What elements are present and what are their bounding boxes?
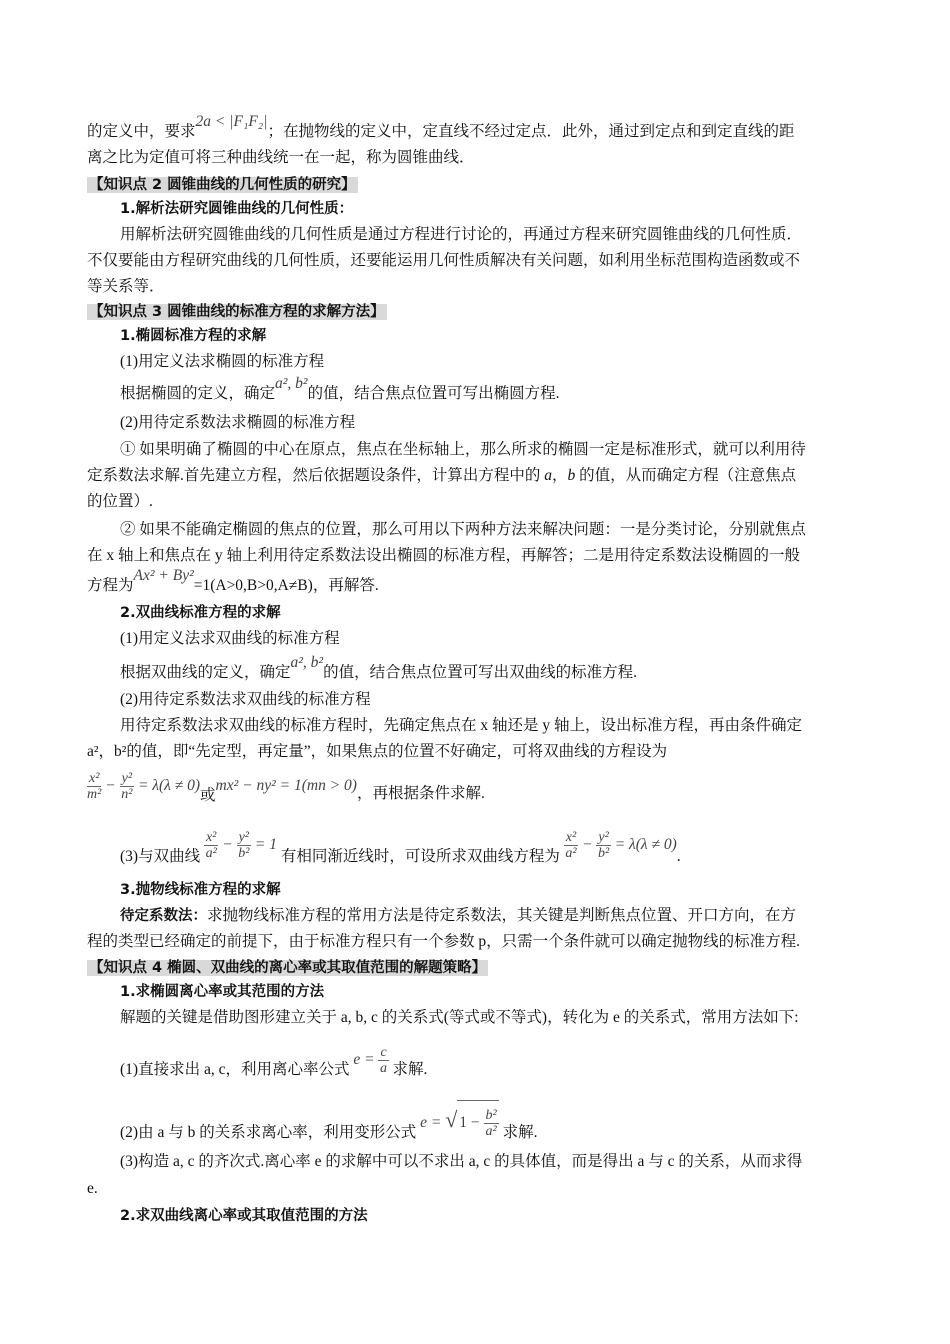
paragraph-line: 用待定系数法求双曲线的标准方程时，先确定焦点在 x 轴还是 y 轴上，设出标准方程，再由条件确定 bbox=[120, 717, 803, 734]
paragraph-line bbox=[87, 567, 379, 596]
paragraph-line: 的位置）. bbox=[87, 493, 153, 510]
subheading-hyperbola-eccentricity: 2.求双曲线离心率或其取值范围的方法 bbox=[120, 1208, 368, 1224]
heading-text: 【知识点 4 椭圆、双曲线的离心率或其取值范围的解题策略】 bbox=[89, 960, 487, 976]
formula: = λ(λ ≠ 0) bbox=[614, 836, 677, 853]
paragraph-line: 解题的关键是借助图形建立关于 a, b, c 的关系式(等式或不等式)，转化为 e 的关系式，常用方法如下: bbox=[120, 1009, 799, 1026]
text: 根据椭圆的定义，确定 bbox=[120, 385, 276, 402]
section-heading-kp2 bbox=[87, 175, 358, 195]
paragraph-line: a²，b²的值，即“先定型，再定量”，如果焦点的位置不好确定，可将双曲线的方程设为 bbox=[87, 743, 668, 760]
subheading-ellipse-eccentricity: 1.求椭圆离心率或其范围的方法 bbox=[120, 984, 325, 1000]
text: =1(A>0,B>0,A≠B)，再解答. bbox=[193, 577, 379, 594]
inequality-formula: 2a < |F₁F₂| bbox=[195, 113, 268, 130]
formula-line bbox=[120, 1038, 427, 1082]
text: 方程为 bbox=[87, 577, 134, 594]
text: ， bbox=[552, 467, 568, 484]
section-heading-kp3 bbox=[87, 302, 387, 322]
text: 求解. bbox=[392, 1061, 428, 1078]
paragraph-line: 在 x 轴上和焦点在 y 轴上利用待定系数法设出椭圆的标准方程，再解答；二是用待定系数法设椭圆的一般 bbox=[87, 547, 801, 564]
text: . bbox=[676, 848, 681, 865]
var: b bbox=[567, 467, 576, 484]
text: 求抛物线标准方程的常用方法是待定系数法，其关键是判断焦点位置、开口方向，在方 bbox=[207, 907, 797, 924]
text: 的值，结合焦点位置可写出双曲线的标准方程. bbox=[323, 664, 637, 681]
formula-line: (3)与双曲线 $\frac{\text{x²}}{\text{a²}}$ − $\frac{\text{y²}}{\text{b²}}$ = 1 有相同渐近线时，可设所求双曲线方程为 $\frac{\text{x²}}{\text{a²}}$ − $\frac{\text{y²}}{\text{b²}}$ = λ(λ ≠ 0). bbox=[120, 823, 681, 867]
paragraph-line: ① 如果明确了椭圆的中心在原点，焦点在坐标轴上，那么所求的椭圆一定是标准形式，就可以利用待 bbox=[120, 441, 806, 458]
paragraph-line: 用解析法研究圆锥曲线的几何性质是通过方程进行讨论的，再通过方程来研究圆锥曲线的几何性质． bbox=[120, 226, 803, 243]
paragraph-line: 不仅要能由方程研究曲线的几何性质，还要能运用几何性质解决有关问题，如利用坐标范围构造函数或不 bbox=[87, 252, 801, 269]
paragraph-line: 等关系等． bbox=[87, 278, 165, 295]
text: ，再根据条件求解. bbox=[356, 785, 485, 802]
subheading-hyperbola: 2.双曲线标准方程的求解 bbox=[120, 605, 281, 621]
paragraph-line bbox=[120, 654, 637, 683]
var: a bbox=[544, 467, 553, 484]
list-item: (2)用待定系数法求椭圆的标准方程 bbox=[120, 414, 356, 431]
intro-line-2: 离之比为定值可将三种曲线统一在一起，称为圆锥曲线． bbox=[87, 149, 475, 166]
list-item: (1)用定义法求椭圆的标准方程 bbox=[120, 353, 325, 370]
bold-lead: 待定系数法： bbox=[120, 908, 207, 924]
formula: e = bbox=[353, 1051, 375, 1068]
text: 根据双曲线的定义，确定 bbox=[120, 664, 291, 681]
text: (3)与双曲线 bbox=[120, 848, 201, 865]
text: 或 bbox=[200, 787, 216, 804]
text: 的值，结合焦点位置可写出椭圆方程. bbox=[307, 385, 560, 402]
heading-text: 【知识点 2 圆锥曲线的几何性质的研究】 bbox=[89, 177, 356, 193]
paragraph-line: ② 如果不能确定椭圆的焦点的位置，那么可用以下两种方法来解决问题：一是分类讨论，分别就焦点 bbox=[120, 521, 806, 538]
list-item: (2)用待定系数法求双曲线的标准方程 bbox=[120, 691, 371, 708]
text: 的定义中，要求 bbox=[87, 123, 196, 140]
formula: = λ(λ ≠ 0) bbox=[137, 777, 201, 794]
fraction: $\frac{\text{y²}}{\text{b²}}$ bbox=[238, 829, 250, 861]
sqrt-formula: 1 − $\frac{\text{b²}}{\text{a²}}$ bbox=[457, 1100, 498, 1145]
subheading-analytic: 1.解析法研究圆锥曲线的几何性质： bbox=[120, 201, 354, 217]
fraction: $\frac{\text{x²}}{\text{m²}}$ bbox=[87, 770, 102, 802]
intro-line-1 bbox=[87, 113, 795, 142]
paragraph-line bbox=[120, 906, 796, 926]
text: 求解. bbox=[502, 1124, 538, 1141]
fraction: $\frac{\text{x²}}{\text{a²}}$ bbox=[565, 829, 577, 861]
formula-line: $\frac{\text{x²}}{\text{m²}}$ − $\frac{\text{y²}}{\text{n²}}$ = λ(λ ≠ 0)或mx² − ny² = 1(mn > 0)，再根据条件求解. bbox=[87, 768, 485, 804]
fraction: $\frac{\text{y²}}{\text{b²}}$ bbox=[598, 829, 610, 861]
text: (1)直接求出 a, c，利用离心率公式 bbox=[120, 1061, 350, 1078]
text: 有相同渐近线时，可设所求双曲线方程为 bbox=[280, 848, 560, 865]
section-heading-kp4 bbox=[87, 958, 488, 978]
text: (2)由 a 与 b 的关系求离心率，利用变形公式 bbox=[120, 1124, 417, 1141]
paragraph-line: (3)构造 a, c 的齐次式.离心率 e 的求解中可以不求出 a, c 的具体值，而是得出 a 与 c 的关系，从而求得 bbox=[120, 1153, 803, 1170]
formula: a², b² bbox=[275, 375, 308, 392]
formula: mx² − ny² = 1(mn > 0) bbox=[215, 777, 357, 794]
formula: a², b² bbox=[290, 654, 324, 671]
list-item: (1)用定义法求双曲线的标准方程 bbox=[120, 630, 340, 647]
formula-line: (2)由 a 与 b 的关系求离心率，利用变形公式 e = √ 1 − $\frac{\text{b²}}{\text{a²}}$ 求解. bbox=[120, 1098, 537, 1145]
paragraph-line bbox=[87, 466, 796, 486]
paragraph-line bbox=[120, 375, 560, 404]
fraction-c-over-a: $\frac{c}{a}$ bbox=[380, 1044, 388, 1076]
text: ；在抛物线的定义中，定直线不经过定点．此外，通过到定点和到定直线的距 bbox=[267, 123, 795, 140]
fraction: $\frac{\text{y²}}{\text{n²}}$ bbox=[121, 770, 133, 802]
formula: e = bbox=[420, 1114, 442, 1131]
text: 定系数法求解.首先建立方程，然后依据题设条件，计算出方程中的 bbox=[87, 467, 545, 484]
heading-text: 【知识点 3 圆锥曲线的标准方程的求解方法】 bbox=[89, 304, 385, 320]
formula: = 1 bbox=[254, 836, 277, 853]
paragraph-line: 程的类型已经确定的前提下，由于标准方程只有一个参数 p，只需一个条件就可以确定抛物线的标准方程. bbox=[87, 933, 801, 950]
subheading-ellipse: 1.椭圆标准方程的求解 bbox=[120, 328, 267, 344]
text: 的值，从而确定方程（注意焦点 bbox=[575, 467, 797, 484]
formula: Ax² + By² bbox=[133, 567, 194, 584]
fraction: $\frac{\text{x²}}{\text{a²}}$ bbox=[205, 829, 217, 861]
subheading-parabola: 3.抛物线标准方程的求解 bbox=[120, 882, 281, 898]
paragraph-line: e. bbox=[87, 1180, 98, 1197]
